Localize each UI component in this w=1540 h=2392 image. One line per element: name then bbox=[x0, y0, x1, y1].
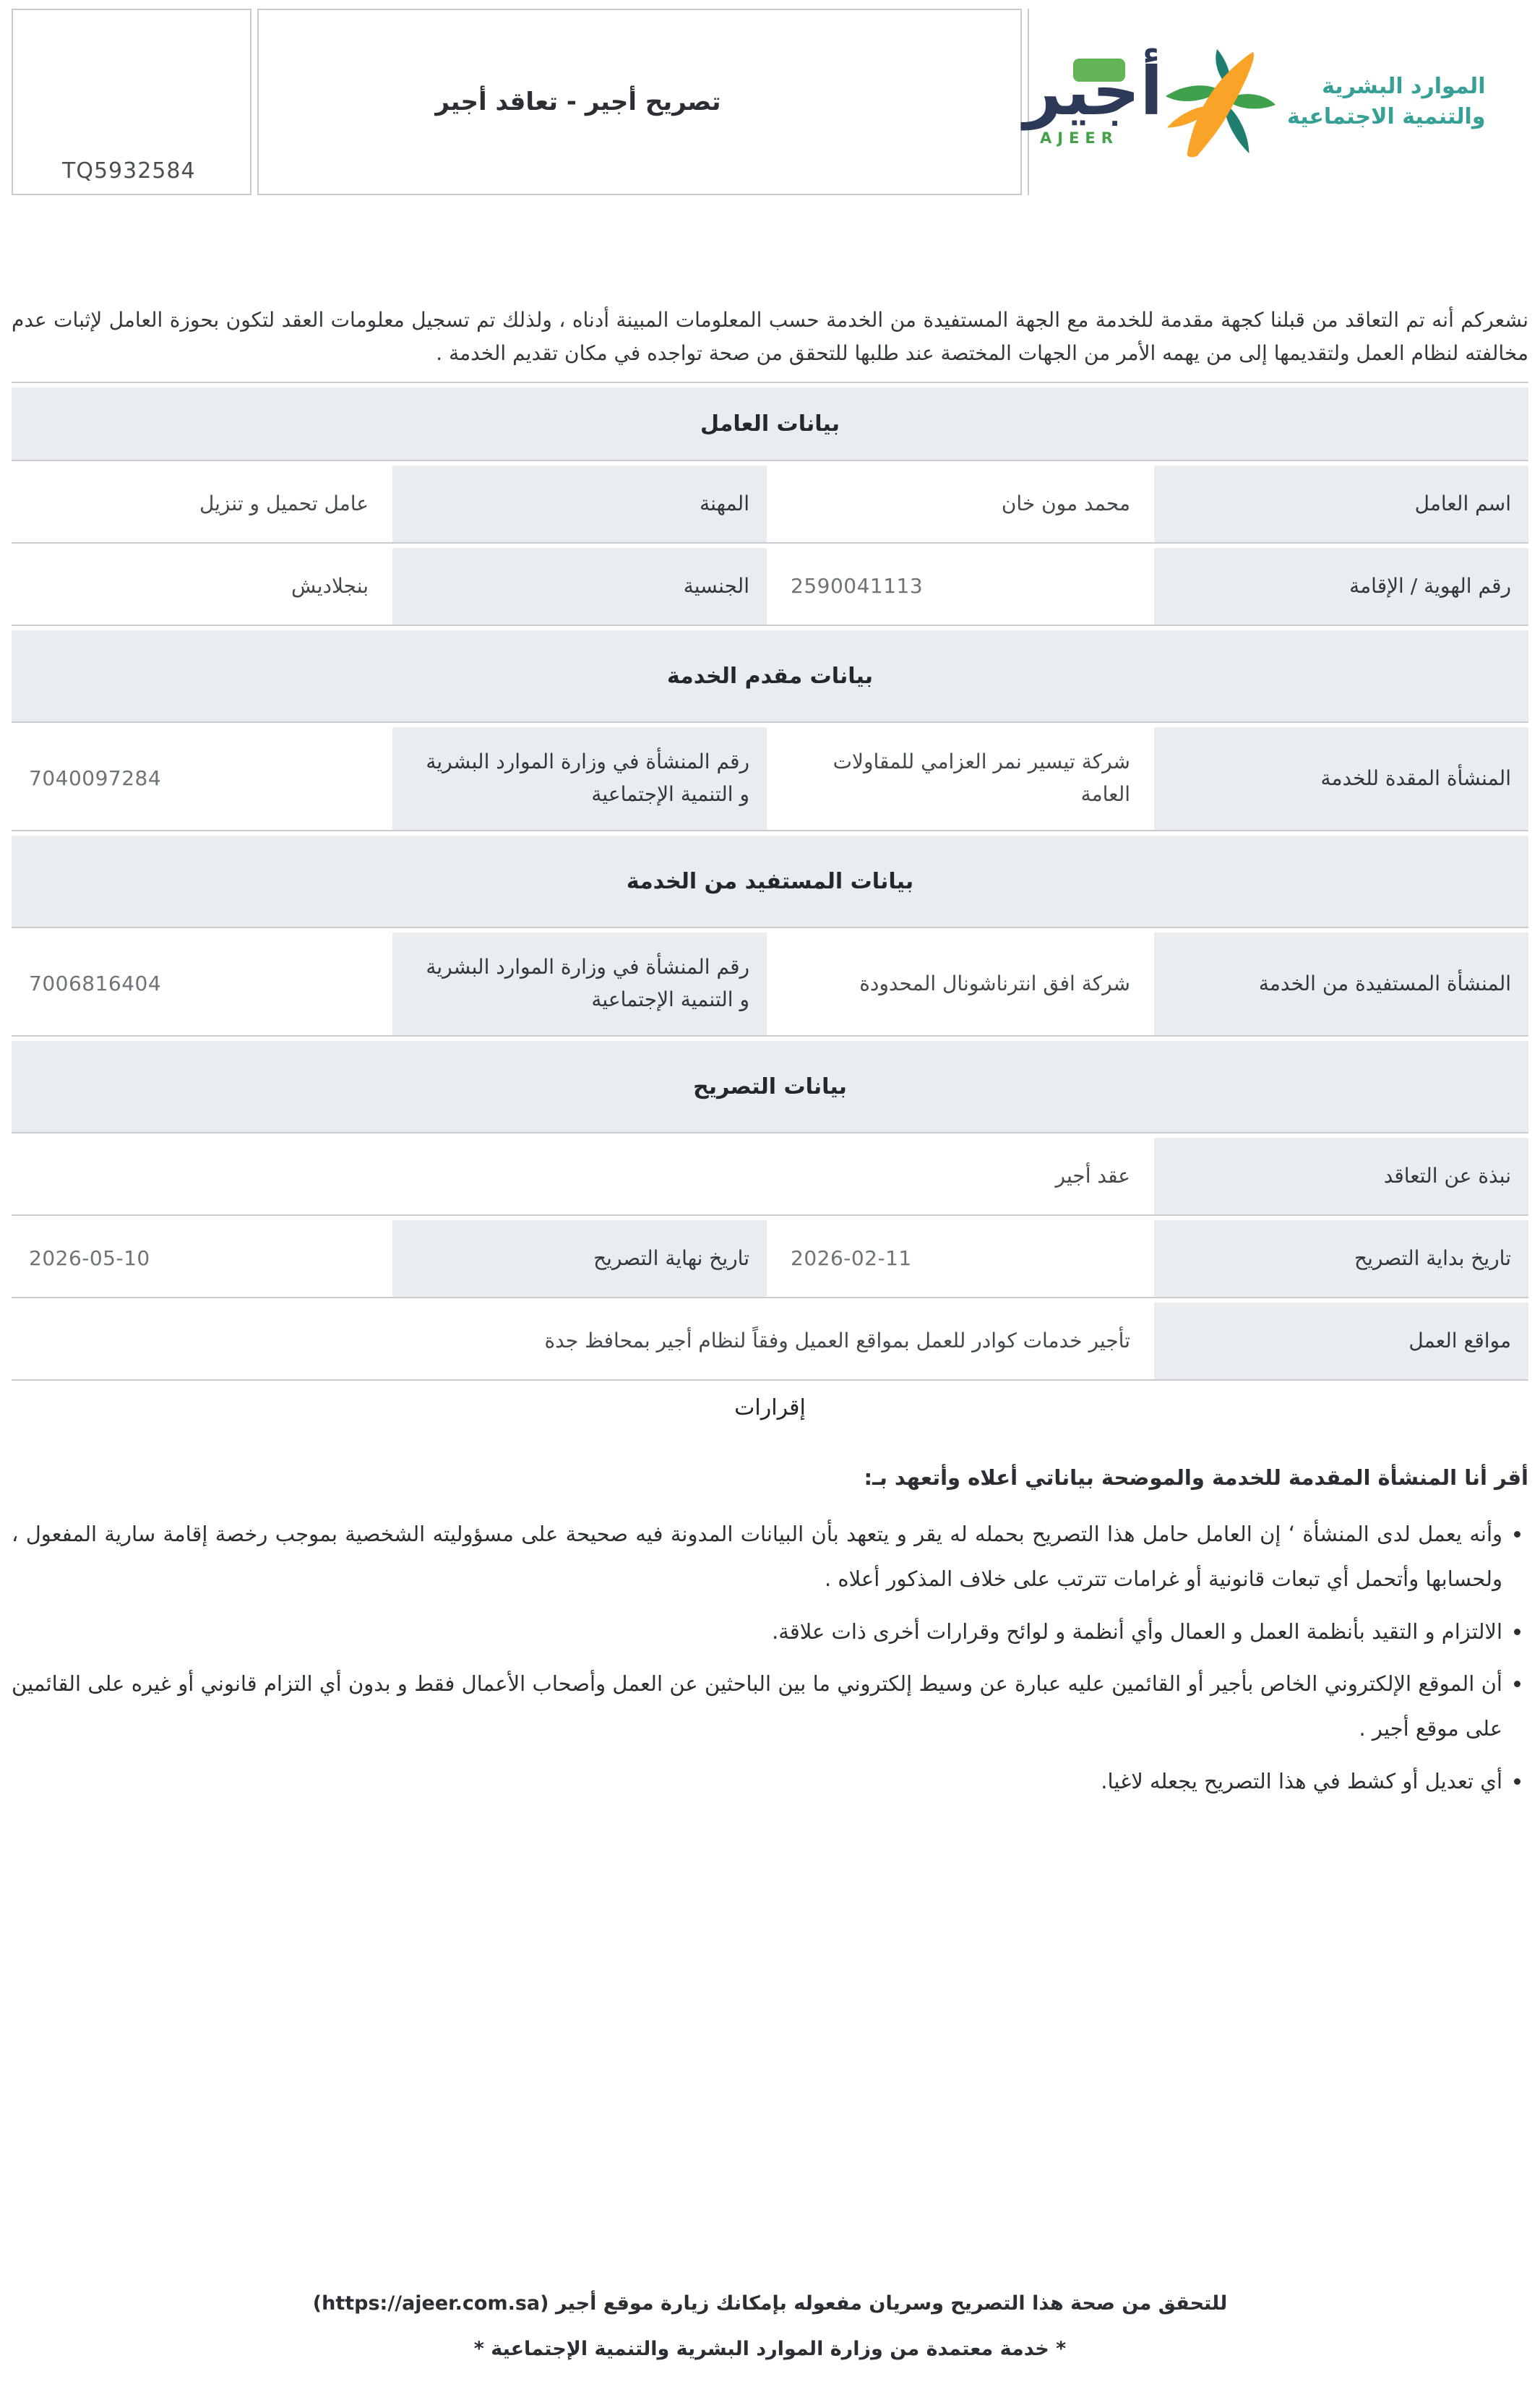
footer-verify-line: للتحقق من صحة هذا التصريح وسريان مفعوله بإمكانك زيارة موقع أجير (https://ajeer.com.sa) bbox=[312, 2292, 1228, 2315]
section-header-provider: بيانات مقدم الخدمة bbox=[12, 630, 1528, 721]
row-divider bbox=[12, 1035, 1528, 1041]
row-divider bbox=[12, 1297, 1528, 1303]
row-divider bbox=[12, 382, 1528, 387]
declarations-intro: أقر أنا المنشأة المقدمة للخدمة والموضحة بياناتي أعلاه وأتعهد بـ: bbox=[864, 1465, 1528, 1490]
beneficiary-name-value: شركة افق انترناشونال المحدودة bbox=[773, 933, 1148, 1035]
spacer bbox=[12, 1811, 1528, 2281]
declaration-item: • وأنه يعمل لدى المنشأة ‘ إن العامل حامل هذا التصريح بحمله له يقر و يتعهد بأن البيانات المدونة فيه صحيحة على مسؤوليته الشخصية بموجب رخصة إقامة سارية المفعول ، ولحسابها وأتحمل أي تبعات قانونية أو غرامات تترتب على خلاف المذكور أعلاه . bbox=[12, 1512, 1502, 1602]
profession-value: عامل تحميل و تنزيل bbox=[12, 466, 386, 542]
row-divider bbox=[12, 1132, 1528, 1138]
beneficiary-reg-value: 7006816404 bbox=[12, 933, 386, 1035]
beneficiary-reg-label: رقم المنشأة في وزارة الموارد البشرية و التنمية الإجتماعية bbox=[392, 933, 767, 1035]
page-title: تصريح أجير - تعاقد أجير bbox=[435, 87, 721, 116]
end-date-value: 2026-05-10 bbox=[12, 1220, 386, 1297]
doc-number-box bbox=[12, 9, 251, 195]
ajeer-wordmark: أجير bbox=[1023, 52, 1163, 130]
row-divider bbox=[12, 721, 1528, 727]
section-header-worker: بيانات العامل bbox=[12, 387, 1528, 460]
work-locations-label: مواقع العمل bbox=[1154, 1303, 1528, 1379]
row-divider bbox=[12, 542, 1528, 548]
row-divider bbox=[12, 1379, 1528, 1385]
main-table bbox=[12, 382, 1528, 1385]
doc-number: TQ5932584 bbox=[62, 158, 196, 184]
declaration-item: • أي تعديل أو كشط في هذا التصريح يجعله لاغيا. bbox=[12, 1759, 1502, 1804]
row-divider bbox=[12, 927, 1528, 933]
title-box bbox=[257, 9, 1022, 195]
intro-paragraph: نشعركم أنه تم التعاقد من قبلنا كجهة مقدمة للخدمة مع الجهة المستفيدة من الخدمة حسب المعلومات المبينة أدناه ، ولذلك تم تسجيل معلومات العقد لتكون بحوزة العامل لإثبات عدم مخالفته لنظام العمل ولتقديمها إلى من يهمه الأمر من الجهات المختصة عند طلبها للتحقق من صحة تواجده في مكان تقديم الخدمة . bbox=[12, 308, 1528, 365]
work-locations-value: تأجير خدمات كوادر للعمل بمواقع العميل وفقاً لنظام أجير بمحافظ جدة bbox=[12, 1303, 1148, 1379]
ministry-name: الموارد البشرية والتنمية الاجتماعية bbox=[1287, 74, 1486, 129]
id-number-label: رقم الهوية / الإقامة bbox=[1154, 548, 1528, 625]
start-date-label: تاريخ بداية التصريح bbox=[1154, 1220, 1528, 1297]
ajeer-latin-label: AJEER bbox=[1040, 129, 1119, 147]
row-divider bbox=[12, 460, 1528, 466]
row-divider bbox=[12, 625, 1528, 630]
end-date-label: تاريخ نهاية التصريح bbox=[392, 1220, 767, 1297]
nationality-value: بنجلاديش bbox=[12, 548, 386, 625]
provider-name-value: شركة تيسير نمر العزامي للمقاولات العامة bbox=[773, 727, 1148, 830]
logos-area bbox=[1023, 9, 1532, 195]
contract-summary-label: نبذة عن التعاقد bbox=[1154, 1138, 1528, 1214]
profession-label: المهنة bbox=[392, 466, 767, 542]
worker-name-label: اسم العامل bbox=[1154, 466, 1528, 542]
worker-name-value: محمد مون خان bbox=[773, 466, 1148, 542]
provider-name-label: المنشأة المقدة للخدمة bbox=[1154, 727, 1528, 830]
row-divider bbox=[12, 830, 1528, 836]
beneficiary-name-label: المنشأة المستفيدة من الخدمة bbox=[1154, 933, 1528, 1035]
id-number-value: 2590041113 bbox=[773, 548, 1148, 625]
section-header-permit: بيانات التصريح bbox=[12, 1041, 1528, 1132]
provider-reg-label: رقم المنشأة في وزارة الموارد البشرية و التنمية الإجتماعية bbox=[392, 727, 767, 830]
declarations-list bbox=[12, 1512, 1528, 1811]
nationality-label: الجنسية bbox=[392, 548, 767, 625]
declaration-item: • أن الموقع الإلكتروني الخاص بأجير أو القائمين عليه عبارة عن وسيط إلكتروني ما بين الباحثين عن العمل وأصحاب الأعمال فقط و بدون أي التزام قانوني أو غيره على القائمين على موقع أجير . bbox=[12, 1661, 1502, 1752]
declarations-title: إقرارات bbox=[734, 1395, 806, 1420]
section-header-beneficiary: بيانات المستفيد من الخدمة bbox=[12, 836, 1528, 927]
contract-summary-value: عقد أجير bbox=[12, 1138, 1148, 1214]
provider-reg-value: 7040097284 bbox=[12, 727, 386, 830]
header bbox=[12, 9, 1528, 195]
footer-accredit-line: * خدمة معتمدة من وزارة الموارد البشرية والتنمية الإجتماعية * bbox=[473, 2338, 1067, 2360]
ajeer-logo bbox=[1023, 52, 1163, 147]
declaration-item: • الالتزام و التقيد بأنظمة العمل و العمال وأي أنظمة و لوائح وقرارات أخرى ذات علاقة. bbox=[12, 1609, 1502, 1654]
footer bbox=[12, 2281, 1528, 2380]
ministry-logo bbox=[1163, 44, 1485, 160]
row-divider bbox=[12, 1214, 1528, 1220]
ministry-palm-icon bbox=[1163, 44, 1277, 160]
start-date-value: 2026-02-11 bbox=[773, 1220, 1148, 1297]
